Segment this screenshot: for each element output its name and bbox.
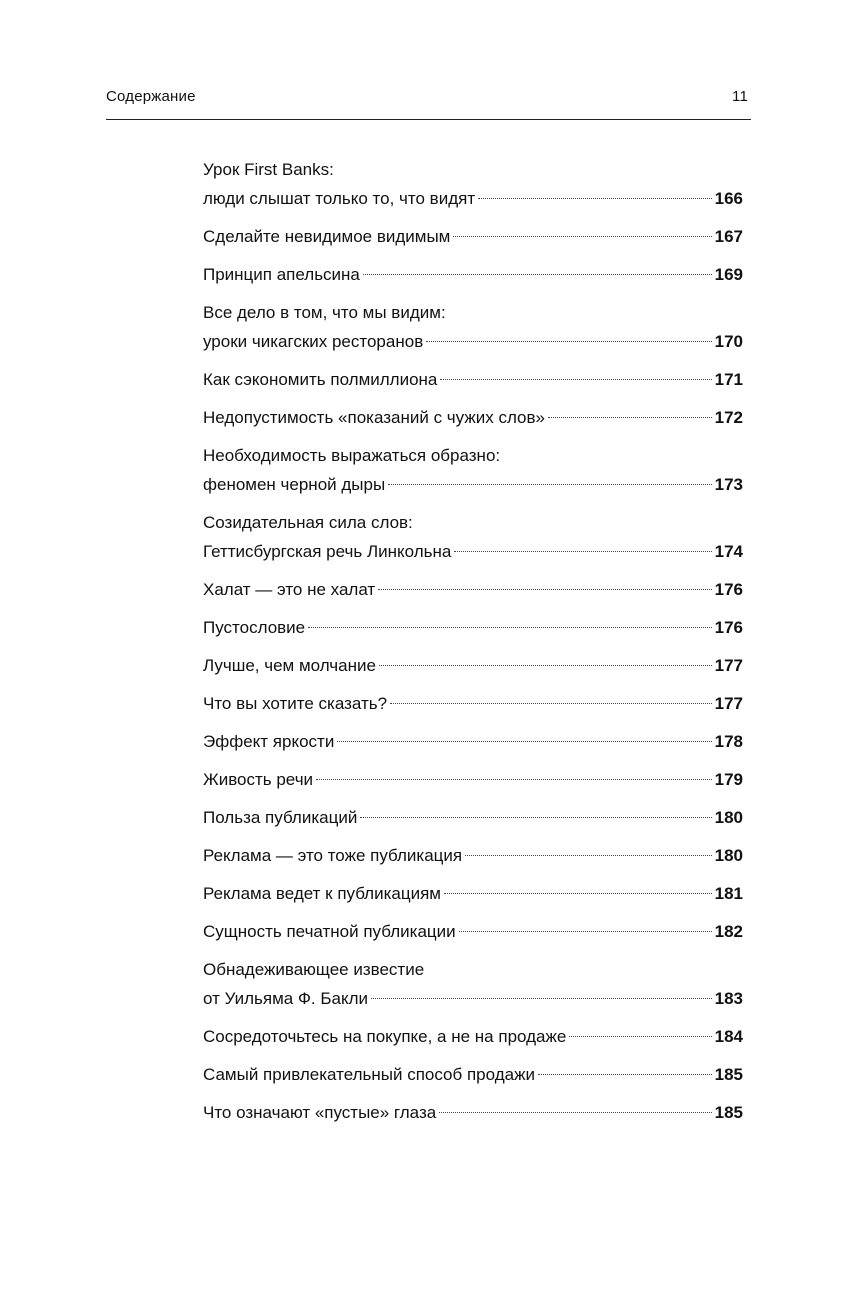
dot-leader	[440, 379, 711, 380]
dot-leader	[363, 274, 712, 275]
toc-entry	[203, 689, 743, 718]
dot-leader	[453, 236, 711, 237]
toc-entry-title: люди слышат только то, что видят	[203, 189, 476, 208]
toc-entry-page: 183	[714, 989, 743, 1008]
toc-entry-title: феномен черной дыры	[203, 475, 386, 494]
toc-entry-page: 176	[714, 618, 743, 637]
toc-entry	[203, 1060, 743, 1089]
section-title: Содержание	[106, 88, 196, 105]
dot-leader	[426, 341, 711, 342]
toc-entry-page: 172	[714, 408, 743, 427]
toc-entry	[203, 879, 743, 908]
toc-entry-line	[203, 575, 743, 604]
toc-entry-page: 177	[714, 694, 743, 713]
dot-leader	[371, 998, 712, 999]
toc-entry-title: Что вы хотите сказать?	[203, 694, 388, 713]
toc-entry-line	[203, 917, 743, 946]
toc-entry	[203, 1098, 743, 1127]
dot-leader	[465, 855, 712, 856]
toc-entry	[203, 727, 743, 756]
dot-leader	[454, 551, 711, 552]
toc-entry	[203, 260, 743, 289]
toc-entry-page: 174	[714, 542, 743, 561]
toc-entry-line	[203, 879, 743, 908]
dot-leader	[569, 1036, 711, 1037]
dot-leader	[538, 1074, 712, 1075]
toc-entry	[203, 765, 743, 794]
toc-entry-page: 182	[714, 922, 743, 941]
toc-entry	[203, 955, 743, 1013]
toc-entry	[203, 508, 743, 566]
dot-leader	[360, 817, 711, 818]
dot-leader	[478, 198, 712, 199]
dot-leader	[308, 627, 712, 628]
dot-leader	[378, 589, 711, 590]
dot-leader	[390, 703, 712, 704]
toc-entry-title: Живость речи	[203, 770, 314, 789]
toc-entry-title: Как сэкономить полмиллиона	[203, 370, 438, 389]
toc-entry-line	[203, 537, 743, 566]
toc-entry-line	[203, 222, 743, 251]
toc-entry-line	[203, 327, 743, 356]
dot-leader	[459, 931, 712, 932]
toc-entry-line	[203, 1022, 743, 1051]
toc-entry-line	[203, 689, 743, 718]
toc-entry-title-line1: Урок First Banks:	[203, 160, 334, 179]
toc-entry-line	[203, 613, 743, 642]
toc-entry-page: 171	[714, 370, 743, 389]
toc-entry	[203, 651, 743, 680]
toc-entry-page: 169	[714, 265, 743, 284]
toc-entry-page: 178	[714, 732, 743, 751]
dot-leader	[548, 417, 712, 418]
toc-entry-page: 176	[714, 580, 743, 599]
toc-entry-title: Сделайте невидимое видимым	[203, 227, 451, 246]
toc-entry-title: Польза публикаций	[203, 808, 358, 827]
toc-entry-title: Лучше, чем молчание	[203, 656, 376, 675]
toc-entry-page: 177	[714, 656, 743, 675]
toc-entry	[203, 917, 743, 946]
toc-entry	[203, 441, 743, 499]
toc-entry-title: Что означают «пустые» глаза	[203, 1103, 437, 1122]
dot-leader	[337, 741, 711, 742]
dot-leader	[379, 665, 712, 666]
toc-entry-title: Халат — это не халат	[203, 580, 376, 599]
toc-entry-line	[203, 651, 743, 680]
toc-entry-page: 180	[714, 808, 743, 827]
toc-entry-title-line1: Созидательная сила слов:	[203, 513, 413, 532]
toc-entry-page: 184	[714, 1027, 743, 1046]
toc-entry-line	[203, 841, 743, 870]
toc-entry-page: 173	[714, 475, 743, 494]
dot-leader	[316, 779, 712, 780]
running-header	[106, 86, 750, 108]
header-rule	[106, 119, 751, 120]
toc-entry	[203, 403, 743, 432]
toc-entry-title: Реклама — это тоже публикация	[203, 846, 463, 865]
toc-entry-line	[203, 403, 743, 432]
toc-entry-page: 167	[714, 227, 743, 246]
toc-entry-title-line1: Все дело в том, что мы видим:	[203, 303, 446, 322]
toc-entry	[203, 155, 743, 213]
toc-entry	[203, 575, 743, 604]
toc-entry-line	[203, 260, 743, 289]
toc-entry-title-line1: Необходимость выражаться образно:	[203, 446, 501, 465]
toc-entry	[203, 222, 743, 251]
toc-entry-title: Принцип апельсина	[203, 265, 360, 284]
toc-entry-title: от Уильяма Ф. Бакли	[203, 989, 368, 1008]
toc-entry-page: 180	[714, 846, 743, 865]
toc-entry-page: 185	[714, 1065, 743, 1084]
toc-entry-title: Самый привлекательный способ продажи	[203, 1065, 535, 1084]
toc-entry-title-line1: Обнадеживающее известие	[203, 960, 425, 979]
toc-entry-page: 166	[714, 189, 743, 208]
toc-entry-title: Сосредоточьтесь на покупке, а не на продаже	[203, 1027, 567, 1046]
dot-leader	[439, 1112, 711, 1113]
toc-entry-line	[203, 470, 743, 499]
toc-entry-line	[203, 984, 743, 1013]
toc-entry-title: Сущность печатной публикации	[203, 922, 456, 941]
toc-entry	[203, 298, 743, 356]
toc-entry	[203, 803, 743, 832]
dot-leader	[444, 893, 712, 894]
toc-entry-title: Реклама ведет к публикациям	[203, 884, 441, 903]
toc-entry-page: 170	[714, 332, 743, 351]
toc-entry-title: Геттисбургская речь Линкольна	[203, 542, 452, 561]
toc-entry	[203, 1022, 743, 1051]
toc-entry	[203, 841, 743, 870]
toc-entry-line	[203, 1060, 743, 1089]
toc-entry-title: Недопустимость «показаний с чужих слов»	[203, 408, 545, 427]
toc-entry-page: 179	[714, 770, 743, 789]
toc-entry-title: Пустословие	[203, 618, 306, 637]
page-number: 11	[732, 88, 748, 105]
toc-entry-line	[203, 365, 743, 394]
toc-entry	[203, 613, 743, 642]
toc-entry-title: уроки чикагских ресторанов	[203, 332, 424, 351]
toc-entry-line	[203, 765, 743, 794]
toc-entry-line	[203, 803, 743, 832]
toc-entry-title: Эффект яркости	[203, 732, 335, 751]
toc-entry-line	[203, 1098, 743, 1127]
toc-entry-page: 185	[714, 1103, 743, 1122]
toc-entry-line	[203, 184, 743, 213]
toc-entry-page: 181	[714, 884, 743, 903]
toc-entry-line	[203, 727, 743, 756]
toc-entry	[203, 365, 743, 394]
table-of-contents	[203, 155, 743, 1136]
dot-leader	[388, 484, 711, 485]
